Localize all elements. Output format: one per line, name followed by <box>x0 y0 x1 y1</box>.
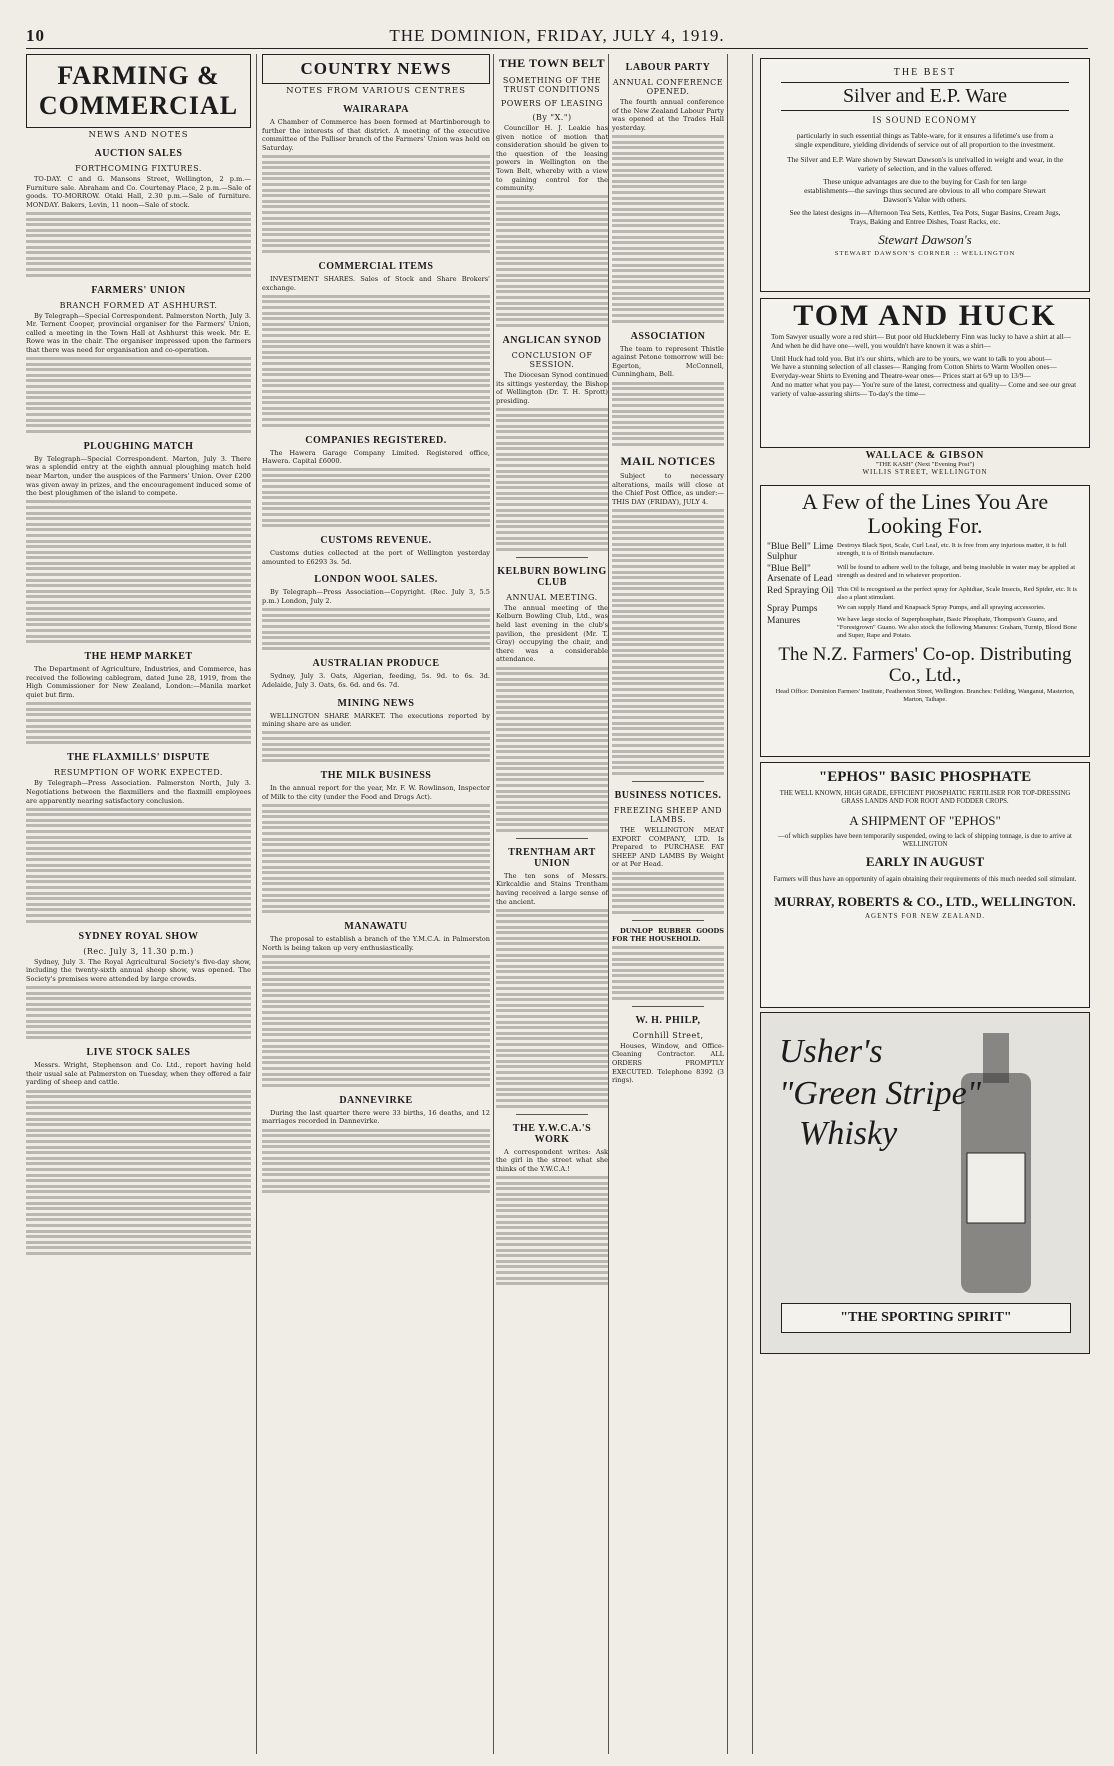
column-rule <box>256 54 257 1754</box>
product-name: "Blue Bell" Lime Sulphur <box>767 542 834 562</box>
article-text: During the last quarter there were 33 births, 16 deaths, and 12 marriages recorded in Dannevirke. <box>262 1108 490 1126</box>
section-heading: MINING NEWS <box>337 697 415 709</box>
section-heading: ANGLICAN SYNOD <box>502 335 602 346</box>
newspaper-title: THE DOMINION, FRIDAY, JULY 4, 1919. <box>389 26 725 45</box>
product-desc: We have large stocks of Superphosphate, Basic Phosphate, Thompson's Guano, and "Forestgrown" Guano. We also stock the following Manures: Graham, Turnip, Blood Bone and Super, Rape and Potato. <box>837 616 1077 639</box>
product-row <box>767 604 1083 614</box>
section-heading: COMMERCIAL ITEMS <box>318 261 434 273</box>
article-text: The annual meeting of the Kelburn Bowling Club, Ltd., was held last evening in the club's pavilion, the president (Mr. T. Gray) occupying the chair, and there was a considerable attendance. <box>496 603 608 664</box>
section-heading: WAIRARAPA <box>343 104 409 115</box>
farmers-coop-offices: Head Office: Dominion Farmers' Institute, Featherston Street, Wellington. Branches: Feilding, Wanganui, Masterton, Marton, Taihape. <box>775 688 1075 703</box>
article-text: The fourth annual conference of the New Zealand Labour Party was opened at the Trades Hall yesterday. <box>612 98 724 132</box>
ephos-agents: AGENTS FOR NEW ZEALAND. <box>864 912 986 921</box>
farming-commercial-banner: FARMING & COMMERCIAL <box>26 54 251 128</box>
dunlop-notice: DUNLOP RUBBER GOODS FOR THE HOUSEHOLD. <box>612 926 724 944</box>
wallace-gibson-address: WILLIS STREET, WELLINGTON <box>862 468 988 476</box>
section-heading: W. H. PHILP, <box>635 1014 701 1026</box>
section-subheading: ANNUAL MEETING. <box>506 592 598 602</box>
section-heading: KELBURN BOWLING CLUB <box>497 565 607 588</box>
section-subheading: FORTHCOMING FIXTURES. <box>75 164 202 173</box>
article-text: INVESTMENT SHARES. Sales of Stock and Share Brokers' exchange. <box>262 275 490 292</box>
article-text: The team to represent Thistle against Petone tomorrow will be: Egerton, McConnell, Cunningham, Bell. <box>612 344 724 379</box>
column-rule <box>493 54 494 1754</box>
product-desc: Destroys Black Spot, Scale, Curl Leaf, etc. It is free from any injurious matter, it is full strength, it is of British manufacture. <box>837 542 1067 557</box>
ephos-shipment: A SHIPMENT OF "EPHOS" <box>849 812 1001 828</box>
country-news-banner: COUNTRY NEWS <box>262 54 490 84</box>
wallace-gibson-brand: WALLACE & GIBSON <box>865 450 985 461</box>
section-heading: MANAWATU <box>344 921 408 933</box>
tom-huck-body4: And no matter what you pay— You're sure of the latest, correctness and quality— Come and see our great variety of value-assuring shirts— To-day's the time— <box>771 380 1077 398</box>
article-text: A Chamber of Commerce has been formed at Martinborough to further the interests of that district. A meeting of the executive committee of the Palliser branch of the Farmers' Union was held on Saturday. <box>262 118 490 152</box>
wallace-gibson-footer <box>760 450 1090 476</box>
town-belt-column <box>496 54 608 1754</box>
bottle-label <box>967 1153 1025 1223</box>
article-text: Messrs. Wright, Stephenson and Co. Ltd., report having held their usual sale at Palmerston on Tuesday, when they offered a fair yarding of sheep and cattle. <box>26 1061 251 1087</box>
ephos-desc: THE WELL KNOWN, HIGH GRADE, EFFICIENT PHOSPHATIC FERTILISER FOR TOP-DRESSING GRASS LANDS AND FOR ROOT AND FODDER CROPS. <box>779 790 1071 806</box>
article-text: By Telegraph—Press Association—Copyright. (Rec. July 3, 5.5 p.m.) London, July 2. <box>262 588 490 605</box>
article-text: The Diocesan Synod continued its sittings yesterday, the Bishop of Wellington (Dr. T. H. Sprott) presiding. <box>496 371 608 405</box>
product-desc: We can supply Hand and Knapsack Spray Pumps, and all spraying accessories. <box>837 604 1046 611</box>
product-desc: This Oil is recognised as the perfect spray for Aphidiae, Scale Insects, Red Spider, etc. It is also a plant stimulant. <box>837 586 1077 601</box>
section-heading: PLOUGHING MATCH <box>83 440 194 452</box>
article-text: Councillor H. J. Leakie has given notice of motion that consideration should be given to the question of the leasing powers in Wellington on the Town Belt, whereby with a view to gaining control for the community. <box>496 124 608 193</box>
article-text: Sydney, July 3. Oats, Algerian, feeding, 5s. 9d. to 6s. 3d. Adelaide, July 3. Oats, 6s. 6d. and 6s. 7d. <box>262 672 490 689</box>
article-text: By Telegraph—Special Correspondent. Palmerston North, July 3. Mr. Ternent Cooper, provincial organiser for the Farmers' Union, called a meeting in the Town Hall at Ashhurst this week. Mr. E. Rowe was in the chair. The organiser impressed upon the farmers that there was need for organisation and co-operation. <box>26 311 251 354</box>
ushers-brand: Usher's <box>779 1033 883 1070</box>
farmers-coop-name: The N.Z. Farmers' Co-op. Distributing Co., Ltd., <box>778 644 1072 686</box>
silver-ad-address: STEWART DAWSON'S CORNER :: WELLINGTON <box>834 250 1016 257</box>
tom-and-huck-ad <box>760 298 1090 448</box>
section-heading: COMPANIES REGISTERED. <box>305 434 447 446</box>
whisky-word: Whisky <box>799 1115 898 1152</box>
section-heading: LABOUR PARTY <box>625 62 711 73</box>
section-subheading: FREEZING SHEEP AND LAMBS. <box>613 805 723 824</box>
column-rule <box>608 54 609 1754</box>
section-heading: SYDNEY ROYAL SHOW <box>78 930 199 942</box>
column-rule <box>752 54 753 1754</box>
silver-ad-body: particularly in such essential things as Table-ware, for it ensures a lifetime's use from a single expenditure, yielding dividends of service out of all proportion to the investment. <box>795 131 1055 149</box>
section-heading: TRENTHAM ART UNION <box>508 846 596 869</box>
silver-ad-kicker: THE BEST <box>893 67 957 78</box>
ephos-phosphate-ad <box>760 762 1090 1008</box>
article-text: By Telegraph—Special Correspondent. Marton, July 3. There was a splendid entry at the eighth annual ploughing match held near Marton, under the auspices of the Farmers' Union. Over £200 was given away in prizes, and the encouragement induced some of the best ploughmen of the island to compete. <box>26 454 251 498</box>
tom-huck-body2: Until Huck had told you. But it's our shirts, which are to be yours, we want to talk to you about— <box>771 354 1052 363</box>
article-text: By Telegraph—Press Association. Palmerston North, July 3. Negotiations between the flaxmillers and the flaxmill employees are apparently nearing satisfactory conclusion. <box>26 779 251 805</box>
silver-ad-subtitle: IS SOUND ECONOMY <box>872 115 978 125</box>
column-rule <box>727 54 728 1754</box>
section-heading: AUCTION SALES <box>94 148 183 159</box>
section-heading: LIVE STOCK SALES <box>86 1047 191 1059</box>
section-heading: BUSINESS NOTICES. <box>614 789 722 801</box>
section-heading: THE HEMP MARKET <box>84 651 193 663</box>
product-row <box>767 586 1083 602</box>
section-heading: AUSTRALIAN PRODUCE <box>312 658 440 670</box>
silver-ad-body2: The Silver and E.P. Ware shown by Stewart Dawson's is unrivalled in weight and wear, in the variety of selection, and in the values offered. <box>787 155 1063 173</box>
farmers-coop-ad <box>760 485 1090 757</box>
green-stripe-title: "Green Stripe" <box>779 1075 981 1112</box>
product-name: "Blue Bell" Arsenate of Lead <box>767 564 833 584</box>
section-subheading: BRANCH FORMED AT ASHHURST. <box>59 300 218 310</box>
product-name: Manures <box>767 616 801 626</box>
masthead <box>26 26 1088 49</box>
product-row <box>767 564 1083 584</box>
tom-huck-body: Tom Sawyer usually wore a red shirt— But poor old Huckleberry Finn was lucky to have a shirt at all— And when he did have one—well, you wouldn't have known it was a shirt— <box>771 333 1071 350</box>
article-text: The proposal to establish a branch of the Y.M.C.A. in Palmerston North is being taken up very enthusiastically. <box>262 935 490 952</box>
section-subheading: CONCLUSION OF SESSION. <box>511 351 593 369</box>
article-text: In the annual report for the year, Mr. F. W. Rowlinson, Inspector of Milk to the city (under the Food and Drugs Act). <box>262 784 490 801</box>
section-heading: THE TOWN BELT <box>498 56 606 70</box>
country-news-subtitle: NOTES FROM VARIOUS CENTRES <box>286 86 466 96</box>
ushers-whisky-ad <box>760 1012 1090 1354</box>
article-text: The Department of Agriculture, Industries, and Commerce, has received the following cablegram, dated June 28, 1919, from the High Commissioner for New Zealand, London:—Manila market quiet but firm. <box>26 665 251 699</box>
section-heading: LONDON WOOL SALES. <box>314 574 438 586</box>
farming-commercial-column <box>26 54 251 1754</box>
article-text: Customs duties collected at the port of Wellington yesterday amounted to £6293 3s. 5d. <box>262 549 490 566</box>
section-heading: ASSOCIATION <box>630 330 706 342</box>
section-heading: THE MILK BUSINESS <box>320 770 432 782</box>
stewart-dawson-signature: Stewart Dawson's <box>878 232 972 247</box>
labour-party-column <box>612 54 724 1754</box>
product-name: Red Spraying Oil <box>767 586 834 596</box>
section-subheading: ANNUAL CONFERENCE OPENED. <box>612 78 724 96</box>
section-subheading: SOMETHING OF THE TRUST CONDITIONS <box>502 76 602 94</box>
tom-huck-body3: We have a stunning selection of all classes— Ranging from Cotton Shirts to Warm Woollen ones—Everyday-wear Shirts to Evening and Theatre-wear ones— Prices start at 6/9 up to 13/9— <box>771 363 1057 381</box>
section-heading: DANNEVIRKE <box>339 1094 413 1106</box>
article-text: The ten sons of Messrs. Kirkcaldie and Stains Trentham having received a large sense of the ancient. <box>496 871 608 906</box>
ephos-note: —of which supplies have been temporarily suspended, owing to lack of shipping tonnage, is due to arrive at WELLINGTON <box>778 832 1072 849</box>
article-text: WELLINGTON SHARE MARKET. The executions reported by mining share are as under. <box>262 711 490 729</box>
silver-ware-ad <box>760 58 1090 292</box>
section-heading: FARMERS' UNION <box>91 284 186 296</box>
ephos-arrival: EARLY IN AUGUST <box>865 853 985 869</box>
article-text: The Hawera Garage Company Limited. Registered office, Hawera. Capital £6000. <box>262 448 490 466</box>
ephos-note2: Farmers will thus have an opportunity of again obtaining their requirements of this much needed soil stimulant. <box>773 875 1077 883</box>
tom-huck-title: TOM AND HUCK <box>793 299 1057 332</box>
section-subheading: (Rec. July 3, 11.30 p.m.) <box>83 946 194 956</box>
silver-ad-title: Silver and E.P. Ware <box>781 82 1069 111</box>
ephos-title: "EPHOS" BASIC PHOSPHATE <box>818 769 1032 785</box>
murray-roberts-name: MURRAY, ROBERTS & CO., LTD., WELLINGTON. <box>774 894 1076 910</box>
section-heading: CUSTOMS REVENUE. <box>320 535 432 547</box>
section-heading: THE FLAXMILLS' DISPUTE <box>67 752 210 764</box>
silver-ad-body3: These unique advantages are due to the buying for Cash for ten large establishments—the savings thus secured are obvious to all who compare Stewart Dawson's Value with others. <box>804 177 1046 204</box>
section-heading: THE Y.W.C.A.'S WORK <box>512 1122 592 1145</box>
section-subheading: Cornhill Street, <box>632 1030 704 1040</box>
silver-ad-body4: See the latest designs in—Afternoon Tea Sets, Kettles, Tea Pots, Sugar Basins, Cream Jugs, Trays, Baking and Entree Dishes, Toast Racks, etc. <box>789 208 1061 226</box>
news-notes-subtitle: NEWS AND NOTES <box>88 130 189 140</box>
byline: (By "X.") <box>532 113 572 122</box>
article-text: Houses, Window, and Office-Cleaning Contractor. ALL ORDERS PROMPTLY EXECUTED. Telephone 8392 (3 rings). <box>612 1041 724 1085</box>
product-desc: Will be found to adhere well to the foliage, and being insoluble in water may be applied at strength as desired and in whatever proportion. <box>837 564 1076 579</box>
page-number: 10 <box>26 26 45 45</box>
section-heading: MAIL NOTICES <box>620 454 716 469</box>
product-row <box>767 542 1083 562</box>
article-text: Subject to necessary alterations, mails will close at the Chief Post Office, as under:—THIS DAY (FRIDAY), JULY 4. <box>612 472 724 506</box>
section-subheading: POWERS OF LEASING <box>500 99 604 108</box>
article-text: A correspondent writes: Ask the girl in the street what she thinks of the Y.W.C.A.! <box>496 1147 608 1173</box>
article-text: THE WELLINGTON MEAT EXPORT COMPANY, LTD. Is Prepared to PURCHASE FAT SHEEP AND LAMBS By Weight or at Per Head. <box>612 825 724 869</box>
article-text: TO-DAY. C and G. Mansons Street, Wellington, 2 p.m.—Furniture sale. Abraham and Co. Courtenay Place, 2 p.m.—Sale of goods. TO-MORROW. Otaki Hall, 2.30 p.m.—Sale of furniture. MONDAY. Bakers, Levin, 11 noon—Sale of stock. <box>26 175 251 209</box>
product-row <box>767 616 1083 640</box>
country-news-column <box>262 54 490 1754</box>
product-name: Spray Pumps <box>767 604 818 614</box>
article-text: Sydney, July 3. The Royal Agricultural Society's five-day show, including the twenty-sixth annual sheep show, was opened. The Society's premises were attended by large crowds. <box>26 957 251 983</box>
sporting-spirit-tagline: "THE SPORTING SPIRIT" <box>781 1303 1071 1333</box>
wallace-gibson-tag: "THE KASH" (Next "Evening Post") <box>875 461 975 468</box>
farmers-ad-title: A Few of the Lines You Are Looking For. <box>801 489 1049 538</box>
section-subheading: RESUMPTION OF WORK EXPECTED. <box>54 768 223 778</box>
